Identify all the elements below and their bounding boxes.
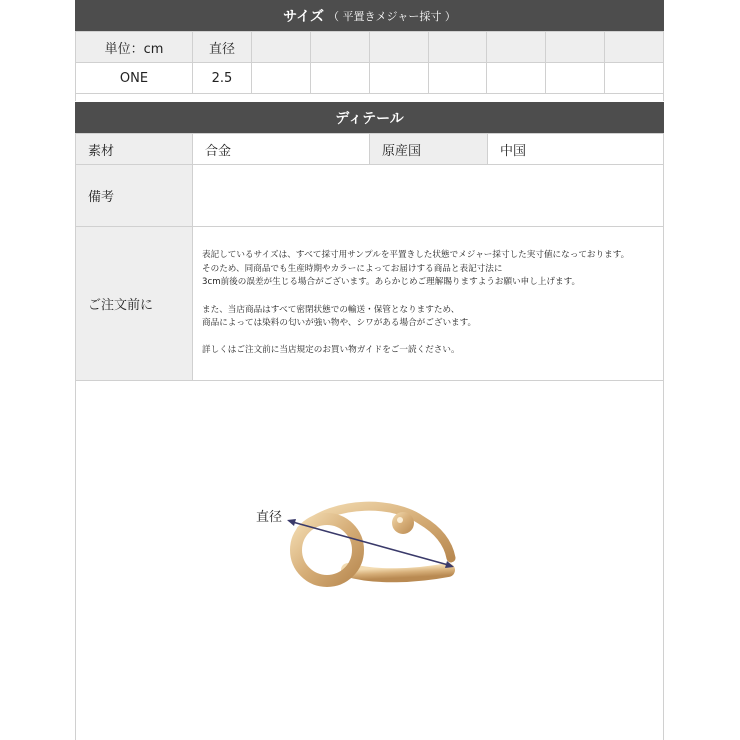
size-empty-cell xyxy=(428,63,487,94)
size-empty-cell xyxy=(310,63,369,94)
ring-band-front xyxy=(348,570,448,575)
size-empty-header xyxy=(546,32,605,63)
origin-value: 中国 xyxy=(488,134,664,165)
notice-text xyxy=(193,227,664,381)
detail-section xyxy=(75,102,664,381)
remarks-value xyxy=(193,165,664,227)
size-empty-cell xyxy=(487,63,546,94)
size-empty-cell xyxy=(252,63,311,94)
material-row xyxy=(76,134,664,165)
size-title: サイズ xyxy=(283,8,325,25)
remarks-label: 備考 xyxy=(76,165,193,227)
origin-label: 原産国 xyxy=(370,134,488,165)
notice-line: 3cm前後の誤差が生じる場合がございます。あらかじめご理解賜りますようお願い申し上げます。 xyxy=(202,277,581,288)
notice-line: 表記しているサイズは、すべて採寸用サンプルを平置きした状態でメジャー採寸した実寸値になっております。 xyxy=(202,250,630,261)
notice-line: 詳しくはご注文前に当店規定のお買い物ガイドをご一読ください。 xyxy=(202,345,460,356)
detail-table xyxy=(75,133,664,381)
size-subtitle: （ 平置きメジャー採寸 ） xyxy=(328,9,456,23)
size-empty-cell xyxy=(605,63,664,94)
size-empty-header xyxy=(252,32,311,63)
size-table xyxy=(75,31,664,94)
ring-ball-highlight xyxy=(397,517,403,523)
detail-title: ディテール xyxy=(335,110,404,127)
notice-line xyxy=(202,290,663,304)
size-data-row xyxy=(76,63,664,94)
notice-line: そのため、同商品でも生産時期やカラーによってお届けする商品と表記寸法に xyxy=(202,263,503,274)
product-photo-area xyxy=(75,380,664,740)
diameter-label: 直径 xyxy=(256,510,283,525)
size-diameter-cell: 2.5 xyxy=(193,63,252,94)
size-empty-cell xyxy=(546,63,605,94)
ring-illustration xyxy=(76,380,665,740)
notice-line xyxy=(202,331,663,345)
size-empty-header xyxy=(605,32,664,63)
notice-row xyxy=(76,227,664,381)
size-empty-cell xyxy=(369,63,428,94)
size-header-row xyxy=(76,32,664,63)
notice-line: 商品によっては染料の匂いが強い物や、シワがある場合がございます。 xyxy=(202,318,477,329)
diameter-arrow-head-left xyxy=(287,519,296,526)
notice-line: また、当店商品はすべて密閉状態での輸送・保管となりますため、 xyxy=(202,304,460,315)
size-diameter-header: 直径 xyxy=(193,32,252,63)
size-empty-header xyxy=(310,32,369,63)
size-empty-header xyxy=(428,32,487,63)
material-label: 素材 xyxy=(76,134,193,165)
size-unit-header: 単位：cm xyxy=(76,32,193,63)
ring-loop xyxy=(296,519,358,581)
size-header-bar xyxy=(75,0,664,31)
material-value: 合金 xyxy=(193,134,370,165)
detail-header-bar xyxy=(75,102,664,133)
remarks-row xyxy=(76,165,664,227)
size-name-cell: ONE xyxy=(76,63,193,94)
size-section xyxy=(75,0,664,101)
ring-ball xyxy=(392,512,414,534)
size-empty-header xyxy=(369,32,428,63)
size-empty-header xyxy=(487,32,546,63)
notice-label: ご注文前に xyxy=(76,227,193,381)
size-spacer xyxy=(75,94,664,101)
